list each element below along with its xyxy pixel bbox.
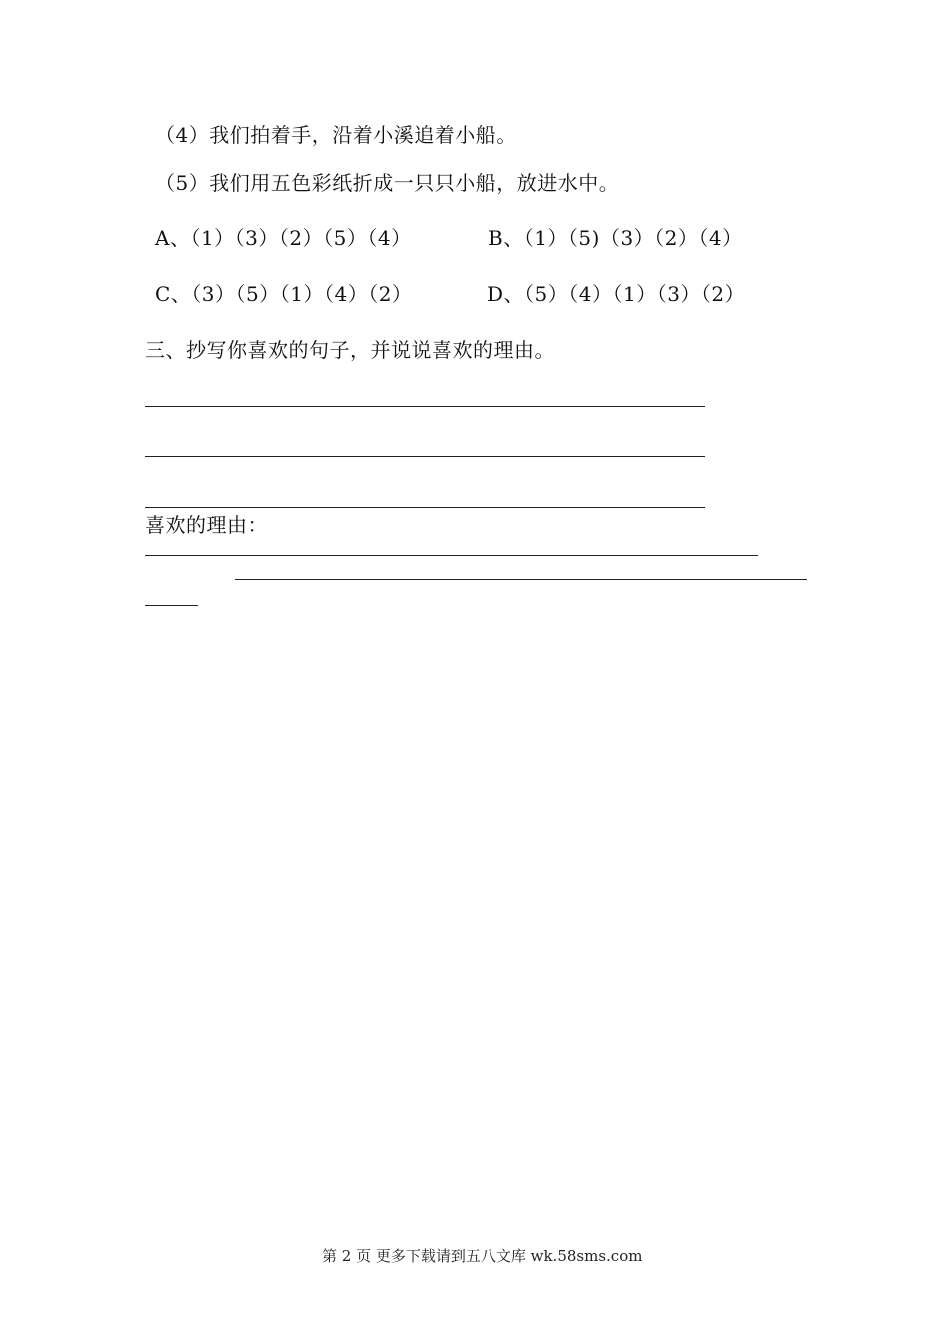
sentence-item-5: （5）我们用五色彩纸折成一只只小船，放进水中。 (155, 171, 620, 195)
reason-line-1[interactable] (145, 555, 758, 556)
reason-line-2[interactable] (235, 579, 807, 580)
reason-line-3[interactable] (145, 605, 198, 606)
option-a: A、（1）（3）（2）（5）（4） (155, 226, 412, 250)
answer-line-2[interactable] (145, 456, 705, 457)
section-3-title: 三、抄写你喜欢的句子，并说说喜欢的理由。 (145, 338, 555, 362)
answer-line-3[interactable] (145, 507, 705, 508)
reason-label: 喜欢的理由： (145, 513, 268, 537)
option-d: D、（5）（4）（1）（3）（2） (487, 282, 746, 306)
option-b: B、（1）（5)（3）（2）（4） (488, 226, 743, 250)
option-c: C、（3）（5）（1）（4）（2） (155, 282, 413, 306)
answer-line-1[interactable] (145, 406, 705, 407)
sentence-item-4: （4）我们拍着手，沿着小溪追着小船。 (155, 123, 517, 147)
page-footer: 第 2 页 更多下载请到五八文库 wk.58sms.com (322, 1247, 643, 1265)
